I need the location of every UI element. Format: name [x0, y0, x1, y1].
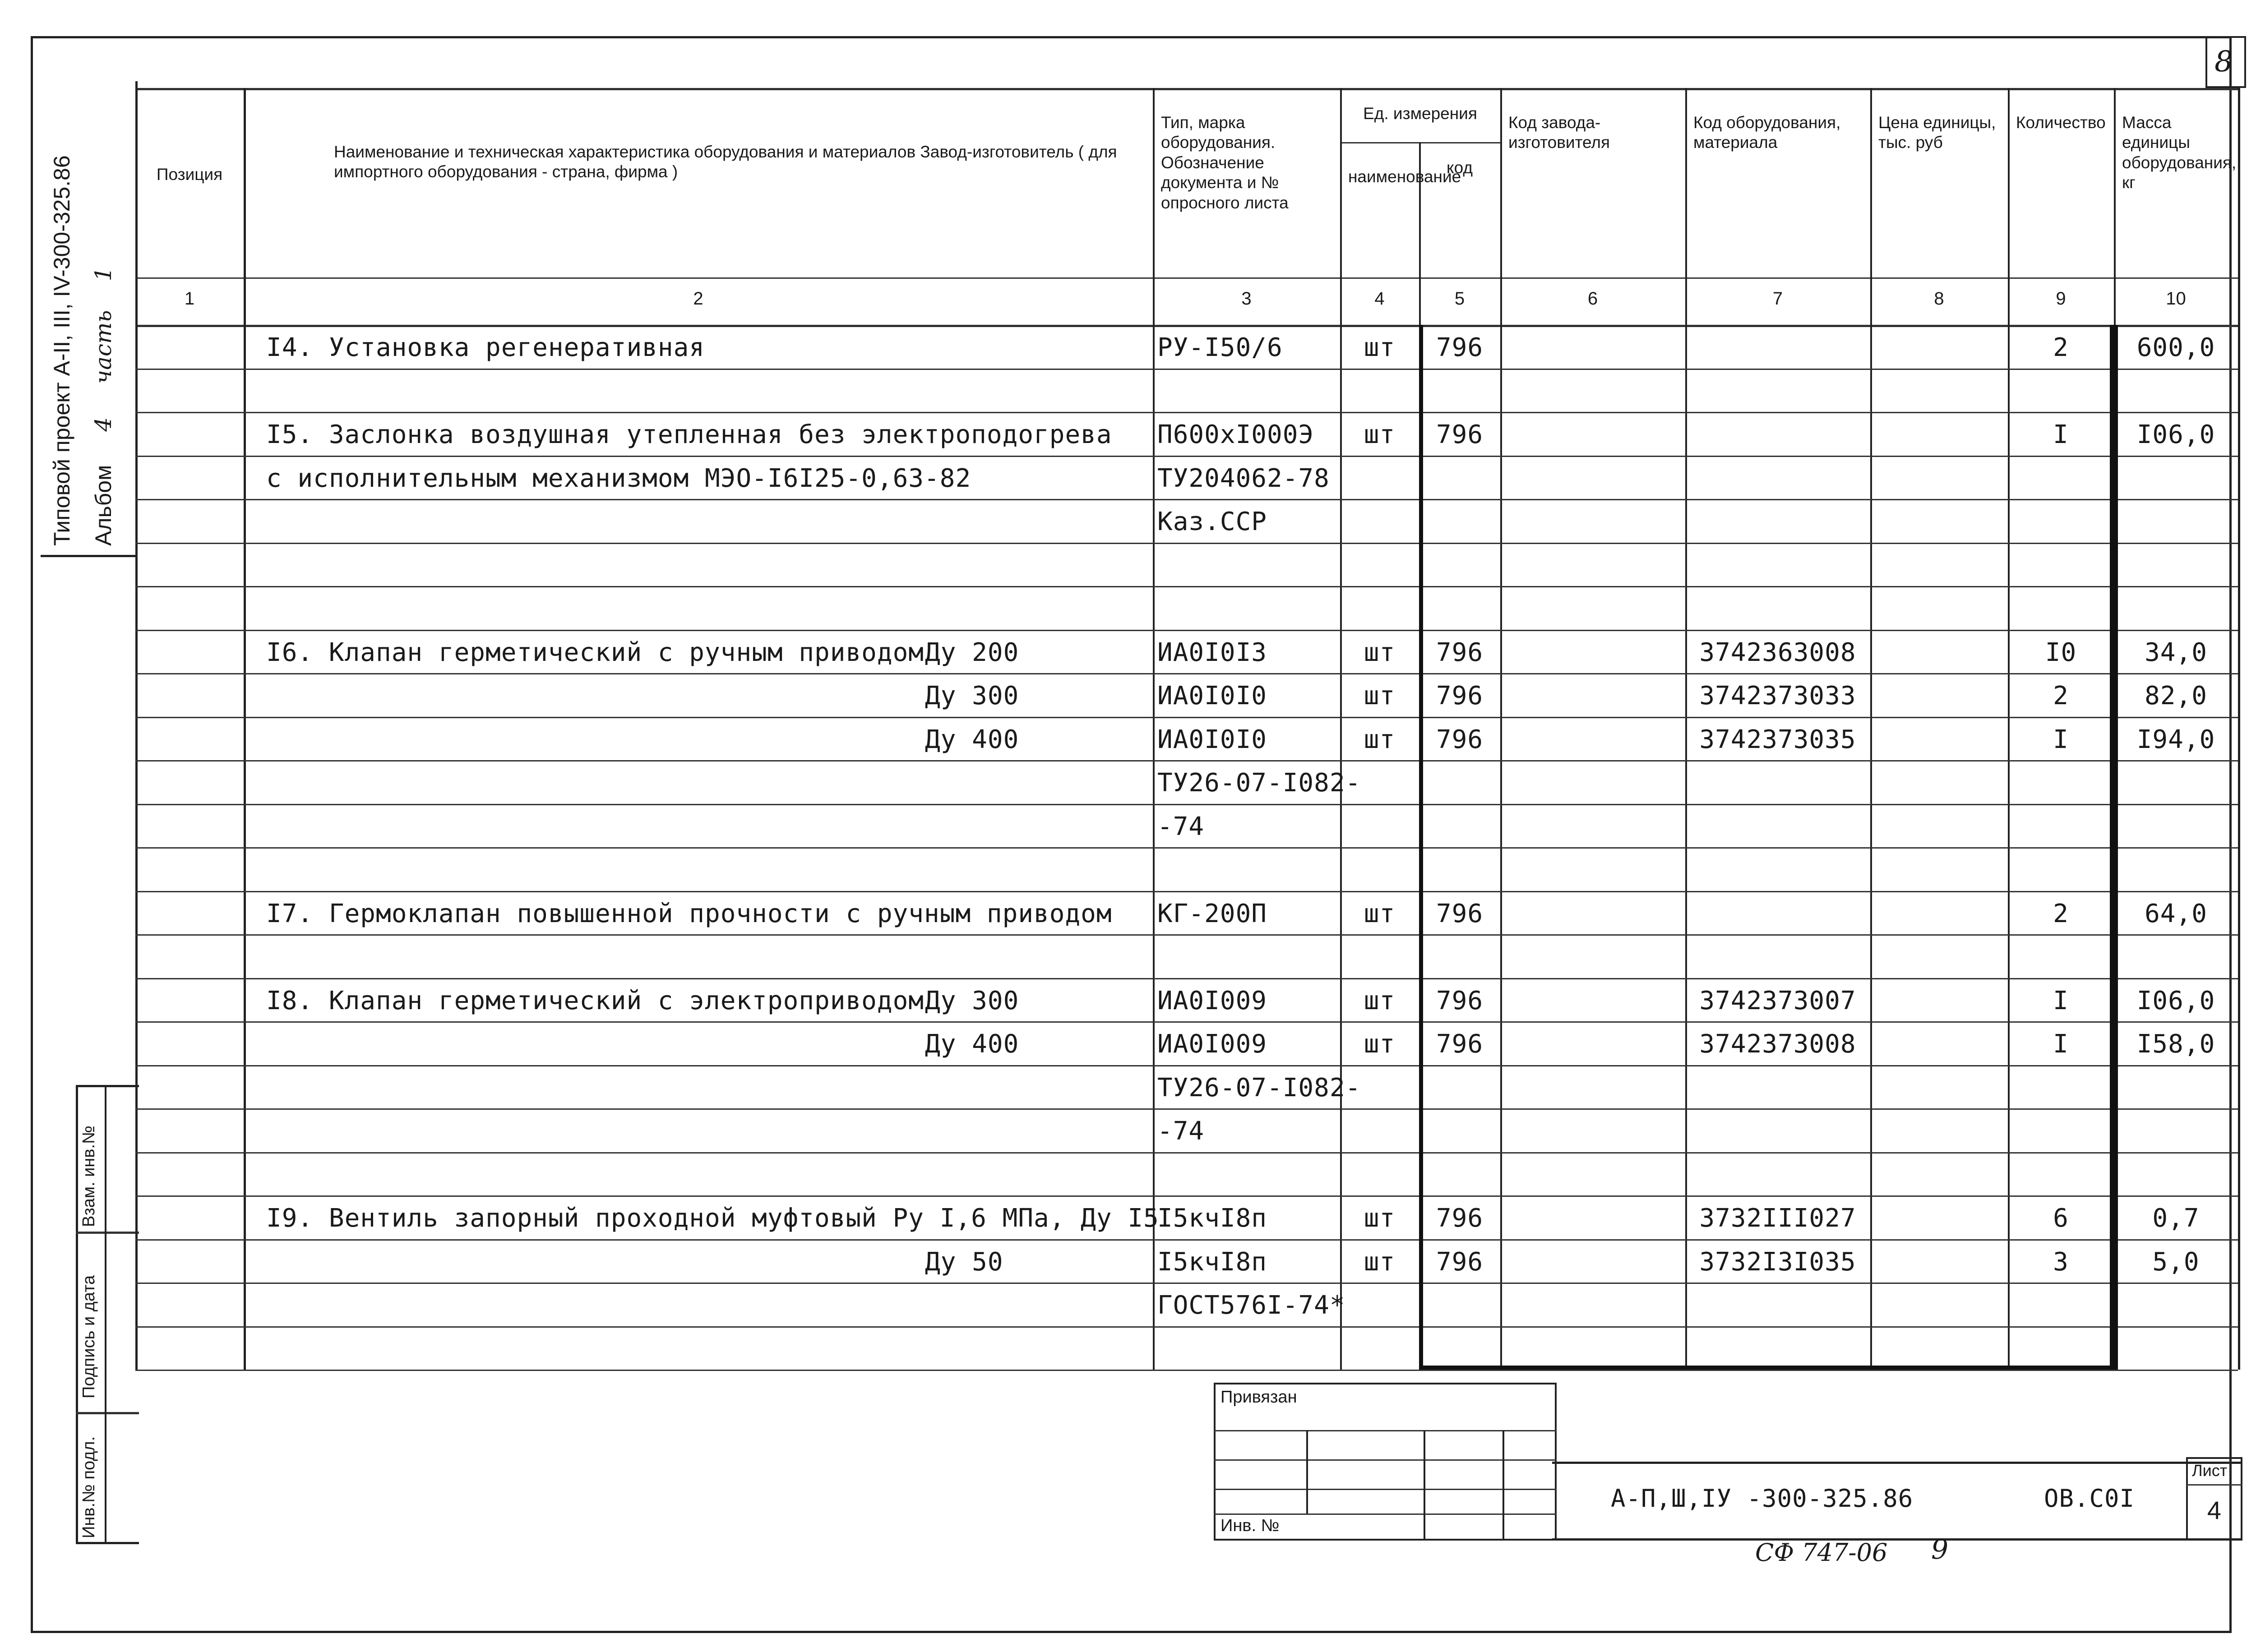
- header-unit-name: наименование: [1348, 167, 1461, 186]
- side-title-line1: Типовой проект А-II, III, IV-300-325.86: [49, 155, 74, 546]
- header-bottom-border: [135, 277, 2238, 279]
- row-type: ИА0I0I0: [1157, 724, 1267, 754]
- col-number-4: 4: [1374, 289, 1385, 309]
- doc-mark: ОВ.С0I: [2044, 1484, 2135, 1513]
- header-name: Наименование и техническая характеристика оборудования и материалов Завод-изготовитель ( для импортного оборудования - страна, фирма ): [334, 143, 1117, 181]
- row-quantity: 6: [2053, 1204, 2069, 1233]
- row-unit-code: 796: [1436, 986, 1484, 1015]
- row-name: I7. Гермоклапан повышенной прочности с ручным приводом: [266, 899, 1112, 928]
- row-nominal-diameter: Ду 200: [925, 637, 1019, 667]
- row-type: ИА0I0I0: [1157, 681, 1267, 711]
- col-number-3: 3: [1241, 289, 1252, 309]
- row-nominal-diameter: Ду 300: [925, 986, 1019, 1015]
- row-equipment-code: 3742373007: [1699, 986, 1856, 1015]
- row-quantity: I: [2053, 1029, 2069, 1059]
- row-type: ГОСТ576I-74*: [1157, 1291, 1345, 1320]
- album-label: Альбом: [91, 465, 116, 546]
- row-type: ТУ204062-78: [1157, 463, 1330, 493]
- row-unit: шт: [1364, 1029, 1396, 1059]
- row-line-24: [135, 1370, 2238, 1371]
- row-unit: шт: [1364, 724, 1396, 754]
- col-line-1: [244, 88, 246, 1370]
- row-mass: 64,0: [2145, 899, 2207, 928]
- row-unit: шт: [1364, 637, 1396, 667]
- row-unit-code: 796: [1436, 333, 1484, 362]
- col-number-7: 7: [1772, 289, 1783, 309]
- row-unit: шт: [1364, 420, 1396, 449]
- row-nominal-diameter: Ду 400: [925, 724, 1019, 754]
- sheet-number: 4: [2207, 1496, 2222, 1524]
- row-name: I8. Клапан герметический с электроприводом: [266, 986, 925, 1015]
- part-label: часть: [90, 310, 116, 384]
- row-quantity: I: [2053, 986, 2069, 1015]
- row-quantity: I0: [2045, 637, 2077, 667]
- row-name: I5. Заслонка воздушная утепленная без электроподогрева: [266, 420, 1112, 449]
- row-unit-code: 796: [1436, 1247, 1484, 1277]
- inv-no-label: Инв. №: [1220, 1516, 1280, 1535]
- row-equipment-code: 3742373008: [1699, 1029, 1856, 1059]
- footer-handwritten: СФ 747-06: [1755, 1538, 1888, 1567]
- header-price: Цена единицы, тыс. руб: [1878, 113, 1996, 152]
- doc-code: А-П,Ш,IУ -300-325.86: [1611, 1484, 1914, 1513]
- row-unit: шт: [1364, 1204, 1396, 1233]
- col-number-1: 1: [184, 289, 195, 309]
- row-unit-code: 796: [1436, 724, 1484, 754]
- row-equipment-code: 3732III027: [1699, 1204, 1856, 1233]
- stamp-vzam-inv: Взам. инв.№: [79, 1126, 98, 1227]
- row-equipment-code: 3742363008: [1699, 637, 1856, 667]
- row-name: I6. Клапан герметический с ручным приводом: [266, 637, 925, 667]
- row-mass: I06,0: [2136, 420, 2215, 449]
- row-type: КГ-200П: [1157, 899, 1267, 928]
- col-line-0: [135, 88, 138, 1370]
- row-type: ТУ26-07-I082-: [1157, 1073, 1361, 1103]
- row-type: ИА0I009: [1157, 986, 1267, 1015]
- header-quantity: Количество: [2016, 113, 2106, 132]
- row-type: П600хI000Э: [1157, 420, 1314, 449]
- row-quantity: I: [2053, 724, 2069, 754]
- header-equipment-code: Код оборудования, материала: [1693, 113, 1841, 152]
- col-line-2: [1153, 88, 1155, 1370]
- col-line-10: [2238, 88, 2240, 1370]
- row-quantity: 2: [2053, 899, 2069, 928]
- row-type: ИА0I0I3: [1157, 637, 1267, 667]
- row-unit: шт: [1364, 681, 1396, 711]
- row-unit-code: 796: [1436, 899, 1484, 928]
- row-unit-code: 796: [1436, 1029, 1484, 1059]
- row-mass: 82,0: [2145, 681, 2207, 711]
- col-number-8: 8: [1934, 289, 1944, 309]
- row-type: ИА0I009: [1157, 1029, 1267, 1059]
- row-unit-code: 796: [1436, 681, 1484, 711]
- row-unit-code: 796: [1436, 1204, 1484, 1233]
- side-title-line2: [90, 267, 116, 546]
- row-type: РУ-I50/6: [1157, 333, 1283, 362]
- row-mass: I58,0: [2136, 1029, 2215, 1059]
- col-number-6: 6: [1587, 289, 1598, 309]
- row-nominal-diameter: Ду 400: [925, 1029, 1019, 1059]
- row-quantity: 2: [2053, 681, 2069, 711]
- header-mass: Масса единицы оборудования, кг: [2122, 113, 2237, 192]
- col-number-5: 5: [1454, 289, 1465, 309]
- row-nominal-diameter: Ду 50: [925, 1247, 1003, 1277]
- header-type: Тип, марка оборудования. Обозначение документа и № опросного листа: [1161, 113, 1289, 212]
- col-number-9: 9: [2056, 289, 2066, 309]
- row-unit: шт: [1364, 1247, 1396, 1277]
- sheet-label: Лист: [2192, 1461, 2228, 1480]
- row-type: -74: [1157, 1117, 1205, 1146]
- col-number-10: 10: [2166, 289, 2186, 309]
- row-mass: 600,0: [2136, 333, 2215, 362]
- header-units-group: Ед. измерения: [1363, 104, 1477, 123]
- row-equipment-code: 3742373033: [1699, 681, 1856, 711]
- row-unit: шт: [1364, 333, 1396, 362]
- row-type: I5кчI8п: [1157, 1204, 1267, 1233]
- specification-table: [135, 88, 2242, 1365]
- top-sheet-number: 8: [2214, 45, 2233, 78]
- header-plant-code: Код завода-изготовителя: [1508, 113, 1610, 152]
- row-type: I5кчI8п: [1157, 1247, 1267, 1277]
- footer-handwritten-number: 9: [1931, 1534, 1949, 1565]
- row-name: с исполнительным механизмом МЭО-I6I25-0,63-82: [266, 463, 971, 493]
- row-mass: 0,7: [2152, 1204, 2200, 1233]
- row-type: Каз.ССР: [1157, 507, 1267, 536]
- stamp-podpis-data: Подпись и дата: [79, 1275, 98, 1398]
- part-number: 1: [90, 267, 116, 281]
- row-unit: шт: [1364, 986, 1396, 1015]
- privyazan-label: Привязан: [1220, 1388, 1297, 1407]
- header-position: Позиция: [156, 165, 223, 184]
- row-quantity: 3: [2053, 1247, 2069, 1277]
- row-quantity: I: [2053, 420, 2069, 449]
- row-type: ТУ26-07-I082-: [1157, 768, 1361, 798]
- row-name: I4. Установка регенеративная: [266, 333, 705, 362]
- header-unit-code: код: [1447, 158, 1473, 177]
- row-name: I9. Вентиль запорный проходной муфтовый Ру I,6 МПа, Ду I5: [266, 1204, 1159, 1233]
- stamp-inv-podl: Инв.№ подл.: [79, 1436, 98, 1538]
- row-unit-code: 796: [1436, 637, 1484, 667]
- row-mass: I94,0: [2136, 724, 2215, 754]
- album-number: 4: [90, 417, 116, 432]
- row-equipment-code: 3742373035: [1699, 724, 1856, 754]
- col-number-2: 2: [693, 289, 703, 309]
- row-type: -74: [1157, 812, 1205, 841]
- row-unit: шт: [1364, 899, 1396, 928]
- row-mass: 5,0: [2152, 1247, 2200, 1277]
- row-nominal-diameter: Ду 300: [925, 681, 1019, 711]
- row-mass: I06,0: [2136, 986, 2215, 1015]
- row-equipment-code: 3732I3I035: [1699, 1247, 1856, 1277]
- row-mass: 34,0: [2145, 637, 2207, 667]
- row-quantity: 2: [2053, 333, 2069, 362]
- row-unit-code: 796: [1436, 420, 1484, 449]
